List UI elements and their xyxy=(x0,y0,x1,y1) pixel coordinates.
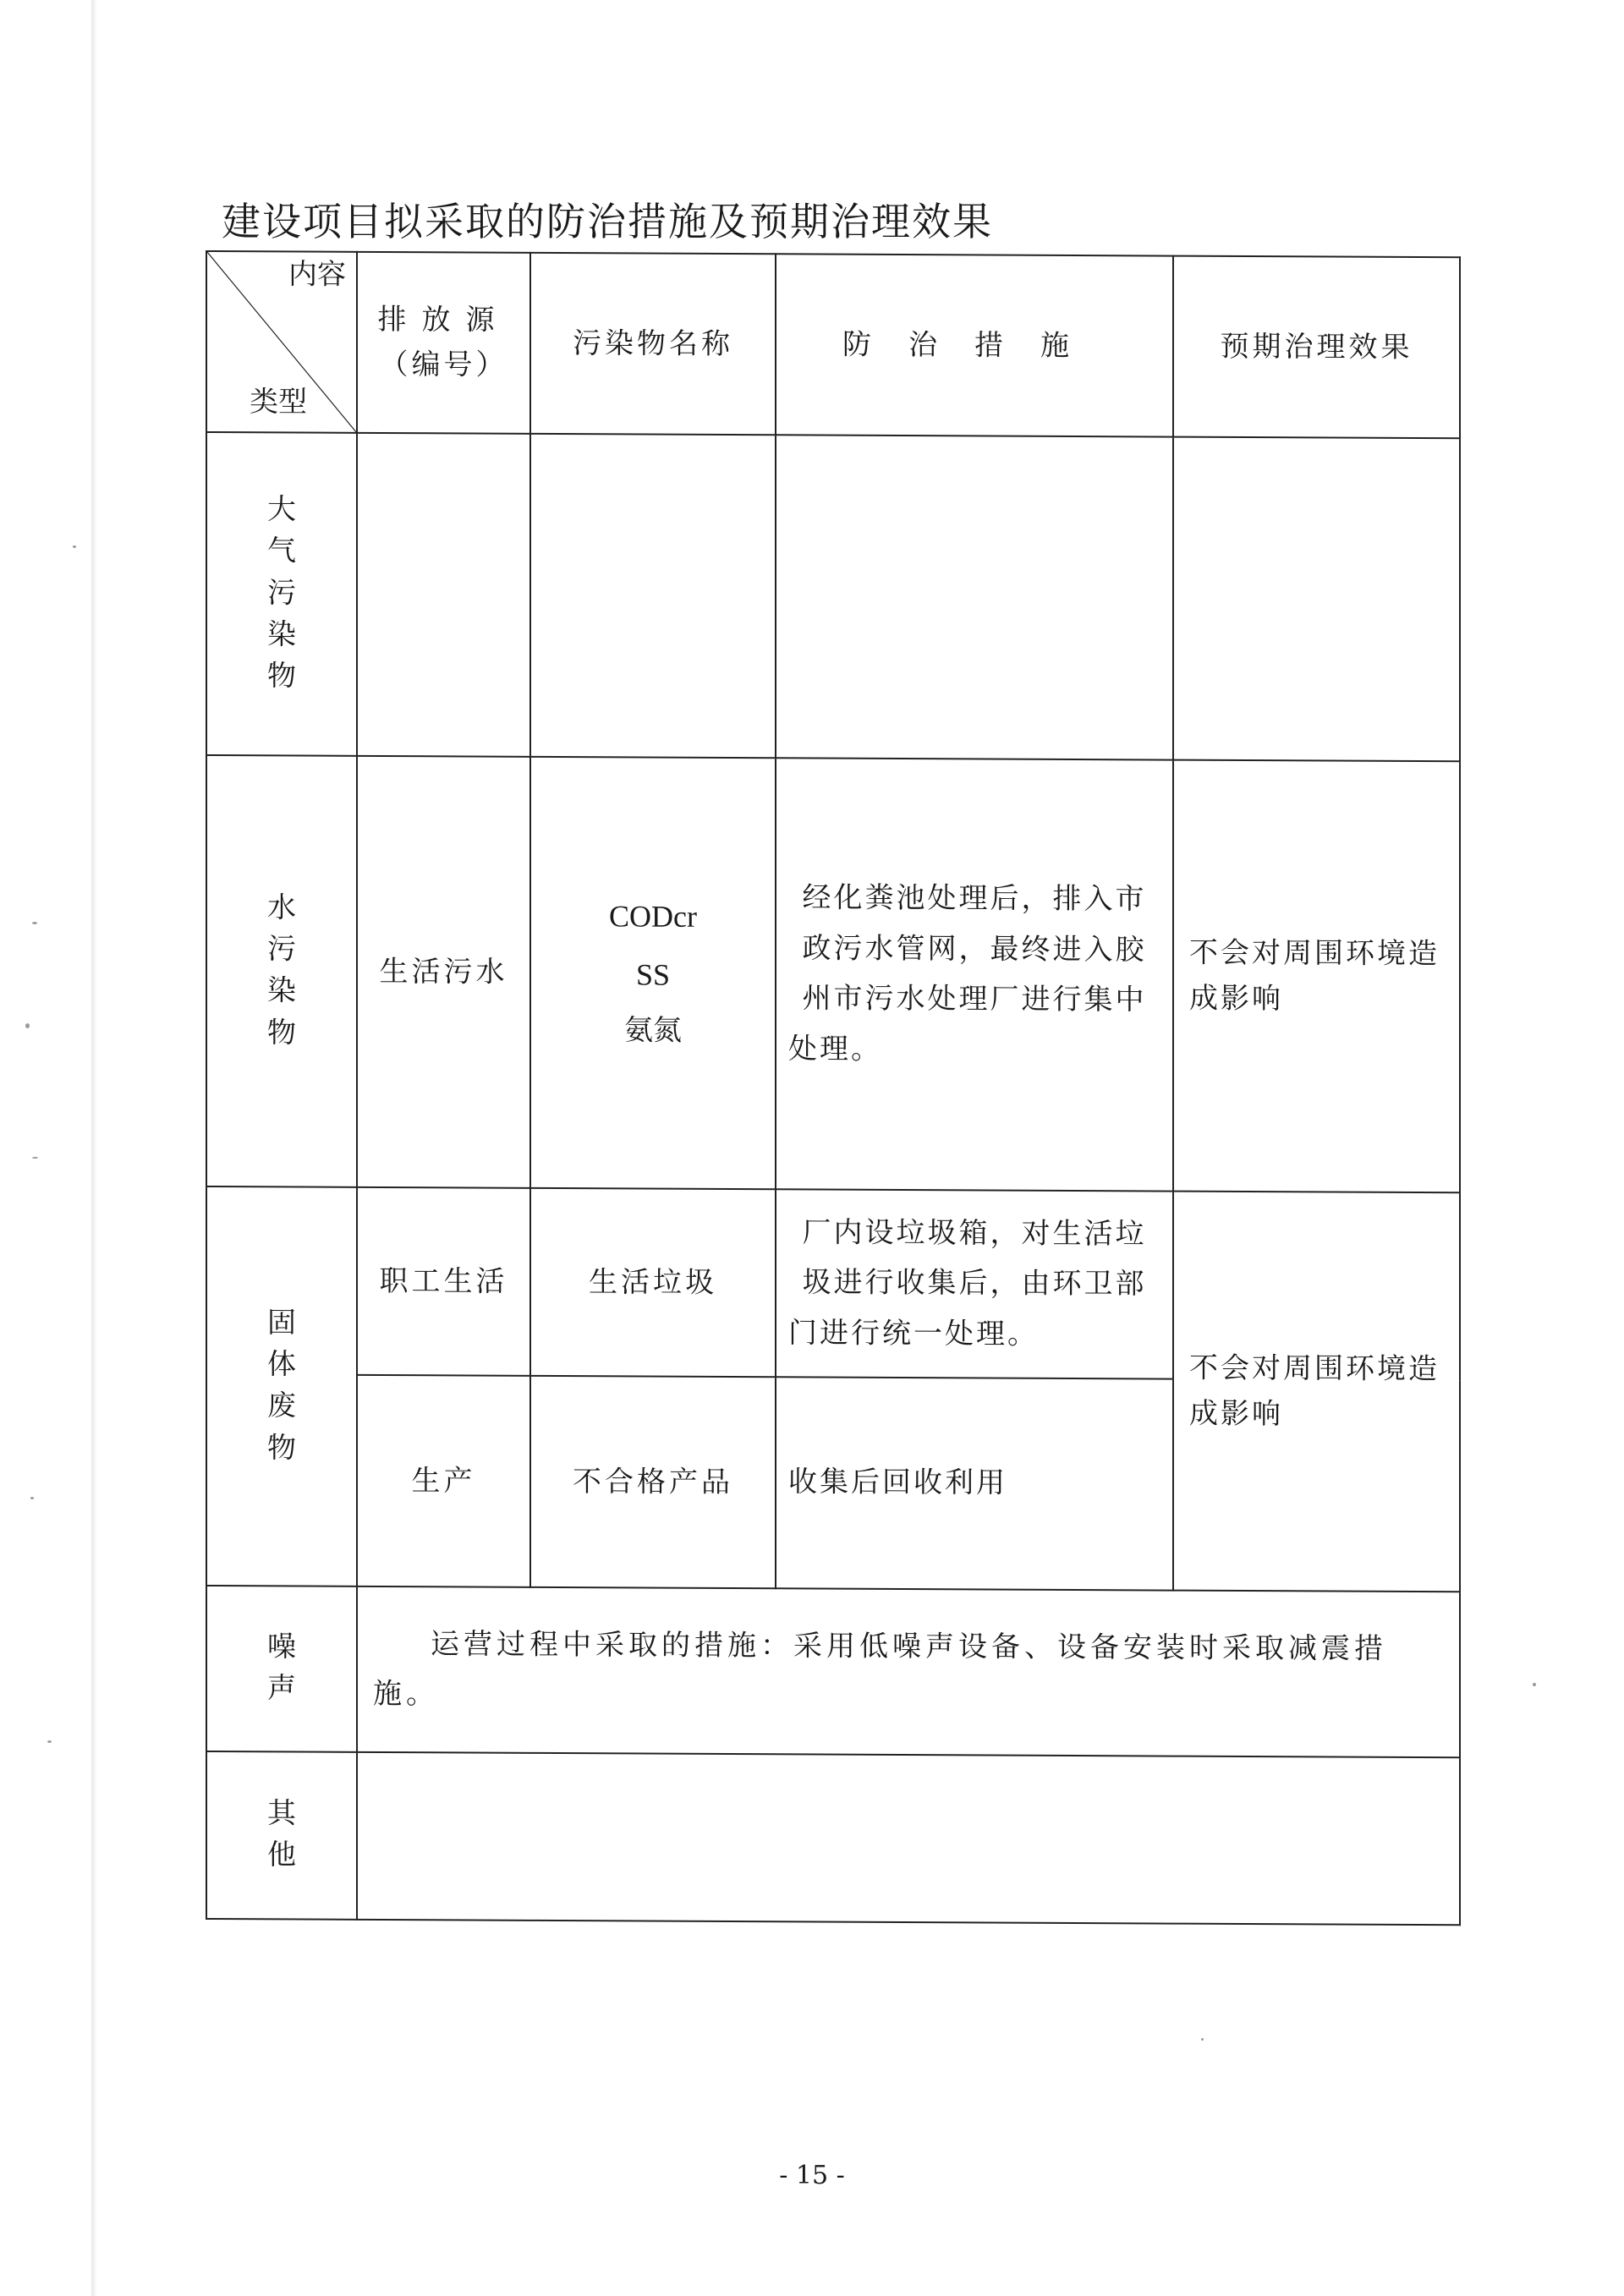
pollutant-codcr: CODcr xyxy=(609,899,697,934)
pollutant-header: 污染物名称 xyxy=(530,253,776,435)
scan-speck xyxy=(73,545,76,548)
pollutant-ss: SS xyxy=(635,957,671,992)
noise-measure-cell: 运营过程中采取的措施：采用低噪声设备、设备安装时采取减震措施。 xyxy=(357,1586,1460,1757)
water-row xyxy=(206,755,1460,1192)
page-number: - 15 - xyxy=(779,2161,845,2190)
air-measure-cell xyxy=(776,435,1173,759)
water-pollutants-cell xyxy=(530,757,776,1189)
other-type-label: 其他 xyxy=(266,1796,296,1872)
air-source-cell xyxy=(357,433,530,757)
scan-speck xyxy=(30,1497,34,1499)
air-pollutant-cell xyxy=(530,434,776,758)
water-type-label: 水污染物 xyxy=(266,890,296,1050)
corner-label-type: 类型 xyxy=(250,385,307,419)
air-row xyxy=(206,432,1460,761)
scan-speck xyxy=(25,1023,30,1028)
water-source-cell: 生活污水 xyxy=(357,756,530,1188)
solid-production-measure-cell: 收集后回收利用 xyxy=(776,1377,1173,1590)
noise-type-label: 噪声 xyxy=(266,1630,296,1706)
solid-type-label: 固体废物 xyxy=(266,1306,296,1466)
header-row xyxy=(206,251,1460,438)
solid-production-pollutant-cell: 不合格产品 xyxy=(530,1376,776,1588)
water-effect-cell: 不会对周围环境造成影响 xyxy=(1173,760,1460,1193)
air-type-label: 大气污染物 xyxy=(266,492,296,693)
page-title: 建设项目拟采取的防治措施及预期治理效果 xyxy=(222,199,993,244)
measure-header: 防治措施 xyxy=(776,254,1173,436)
air-effect-cell xyxy=(1173,437,1460,762)
solid-staff-measure-cell: 厂内设垃圾箱，对生活垃圾进行收集后，由环卫部门进行统一处理。 xyxy=(776,1189,1173,1378)
scan-speck xyxy=(1201,2038,1204,2041)
water-measure-cell: 经化粪池处理后，排入市政污水管网，最终进入胶州市污水处理厂进行集中处理。 xyxy=(776,758,1173,1191)
noise-row xyxy=(206,1586,1460,1757)
solid-effect-cell: 不会对周围环境造成影响 xyxy=(1173,1192,1460,1592)
corner-header-cell xyxy=(206,251,357,433)
measures-table xyxy=(206,250,1461,1926)
solid-production-source-cell: 生产 xyxy=(357,1375,530,1587)
solid-staff-source-cell: 职工生活 xyxy=(357,1187,530,1376)
scan-speck xyxy=(32,1157,38,1159)
corner-label-content: 内容 xyxy=(288,257,346,292)
noise-type-cell xyxy=(206,1586,357,1752)
scan-speck xyxy=(47,1740,52,1743)
scan-edge xyxy=(91,0,96,2296)
source-header xyxy=(357,252,530,434)
water-type-cell xyxy=(206,755,357,1187)
scan-speck xyxy=(1533,1683,1536,1686)
source-header-line2: （编号） xyxy=(379,348,508,382)
other-content-cell xyxy=(357,1752,1460,1925)
other-row xyxy=(206,1751,1460,1925)
effect-header: 预期治理效果 xyxy=(1173,256,1460,439)
air-type-cell xyxy=(206,432,357,756)
solid-type-cell xyxy=(206,1186,357,1586)
other-type-cell xyxy=(206,1751,357,1920)
source-header-line1: 排放源 xyxy=(377,303,510,338)
solid-staff-pollutant-cell: 生活垃圾 xyxy=(530,1188,776,1377)
solid-staff-row xyxy=(206,1186,1460,1380)
pollutant-ammonia: 氨氮 xyxy=(624,1013,682,1048)
scan-speck xyxy=(32,922,37,924)
